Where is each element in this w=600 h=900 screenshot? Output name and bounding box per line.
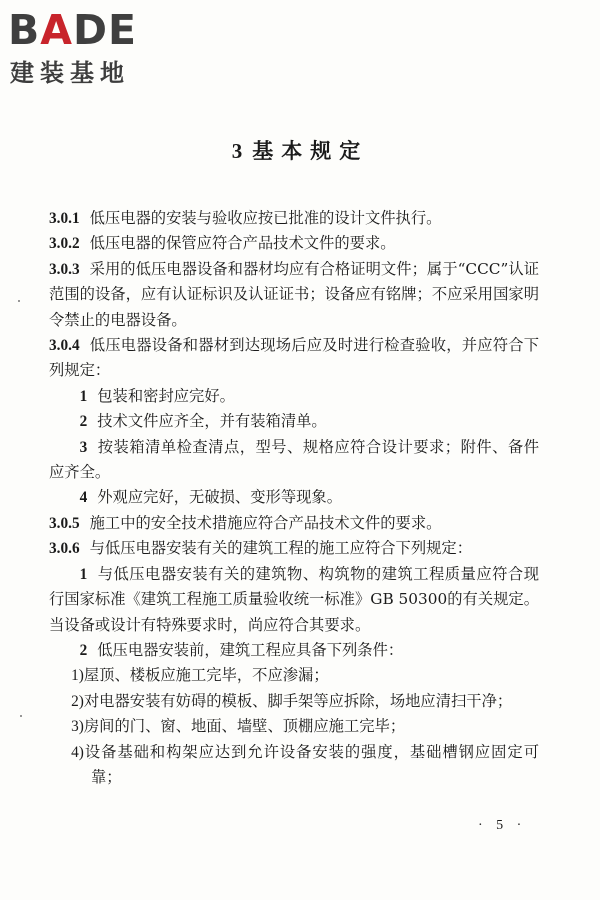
clause-3-0-6-sub-item — [49, 740, 539, 791]
clause-3-0-4-item — [49, 384, 539, 409]
item-text: 与低压电器安装有关的建筑物、构筑物的建筑工程质量应符合现行国家标准《建筑工程施工质量验收统一标准》GB 50300的有关规定。当设备或设计有特殊要求时，尚应符合其要求。 — [49, 564, 540, 634]
clause-3-0-6-item — [49, 638, 539, 663]
clause-text: 低压电器的保管应符合产品技术文件的要求。 — [89, 234, 396, 253]
chapter-title: 基本规定 — [252, 138, 369, 163]
sub-item-text: 房间的门、窗、地面、墙壁、顶棚应施工完毕； — [83, 717, 406, 736]
item-text: 按装箱清单检查清点，型号、规格应符合设计要求；附件、备件应齐全。 — [49, 437, 539, 482]
item-number: 1 — [79, 387, 88, 405]
item-text: 低压电器安装前，建筑工程应具备下列条件： — [97, 640, 404, 659]
clause-number: 3.0.4 — [49, 337, 80, 355]
clause-number: 3.0.2 — [49, 235, 80, 253]
sub-item-mark: 2) — [71, 692, 84, 710]
item-text: 外观应完好，无破损、变形等现象。 — [97, 488, 343, 507]
clause-text: 低压电器的安装与验收应按已批准的设计文件执行。 — [89, 209, 442, 227]
logo-letters-de: DE — [73, 6, 138, 54]
clause-3-0-3 — [49, 257, 539, 333]
sub-item-mark: 3) — [71, 718, 84, 736]
clause-number: 3.0.6 — [49, 540, 80, 558]
logo-subtitle: 建装基地 — [10, 59, 130, 87]
item-text: 技术文件应齐全，并有装箱清单。 — [97, 412, 327, 431]
clause-text: 与低压电器安装有关的建筑工程的施工应符合下列规定： — [89, 539, 473, 558]
clause-text: 采用的低压电器设备和器材均应有合格证明文件；属于“CCC”认证范围的设备，应有认证标识及认证证书；设备应有铭牌；不应采用国家明令禁止的电器设备。 — [49, 259, 539, 329]
logo-letters-b: B — [8, 6, 41, 54]
clause-3-0-4-item — [49, 409, 539, 434]
item-text: 包装和密封应完好。 — [97, 386, 235, 405]
page-number: · 5 · — [478, 818, 527, 833]
logo-wordmark — [8, 6, 137, 54]
item-number: 4 — [79, 489, 88, 507]
clause-3-0-6-sub-item — [49, 689, 539, 714]
sub-item-text: 屋顶、楼板应施工完毕，不应渗漏； — [83, 666, 329, 685]
sub-item-text: 设备基础和构架应达到允许设备安装的强度，基础槽钢应固定可靠； — [83, 742, 539, 786]
brand-logo — [8, 6, 176, 90]
chapter-heading — [0, 137, 600, 165]
clause-number: 3.0.3 — [49, 260, 80, 278]
clause-3-0-6-sub-item — [49, 663, 539, 688]
item-number: 3 — [79, 438, 88, 456]
clause-3-0-6-sub-item — [49, 714, 539, 739]
clause-3-0-4 — [49, 333, 539, 384]
clause-3-0-1 — [49, 206, 539, 231]
clause-text: 低压电器设备和器材到达现场后应及时进行检查验收，并应符合下列规定： — [49, 336, 539, 380]
document-body — [49, 206, 539, 790]
item-number: 2 — [79, 413, 88, 431]
chapter-number: 3 — [231, 139, 243, 163]
clause-3-0-2 — [49, 231, 539, 256]
clause-3-0-4-item — [49, 485, 539, 510]
item-number: 1 — [79, 565, 88, 583]
logo-letter-a-accent: A — [40, 6, 73, 54]
clause-number: 3.0.5 — [49, 514, 80, 532]
scan-speck — [20, 715, 22, 717]
sub-item-text: 对电器安装有妨碍的模板、脚手架等应拆除，场地应清扫干净； — [83, 691, 513, 710]
clause-number: 3.0.1 — [49, 210, 80, 227]
sub-item-mark: 4) — [71, 743, 84, 761]
scan-speck — [18, 300, 20, 302]
sub-item-mark: 1) — [71, 667, 84, 685]
clause-text: 施工中的安全技术措施应符合产品技术文件的要求。 — [89, 513, 442, 532]
clause-3-0-6-item — [49, 562, 539, 638]
item-number: 2 — [79, 641, 88, 659]
clause-3-0-5 — [49, 511, 539, 536]
clause-3-0-6 — [49, 536, 539, 561]
clause-3-0-4-item — [49, 435, 539, 486]
